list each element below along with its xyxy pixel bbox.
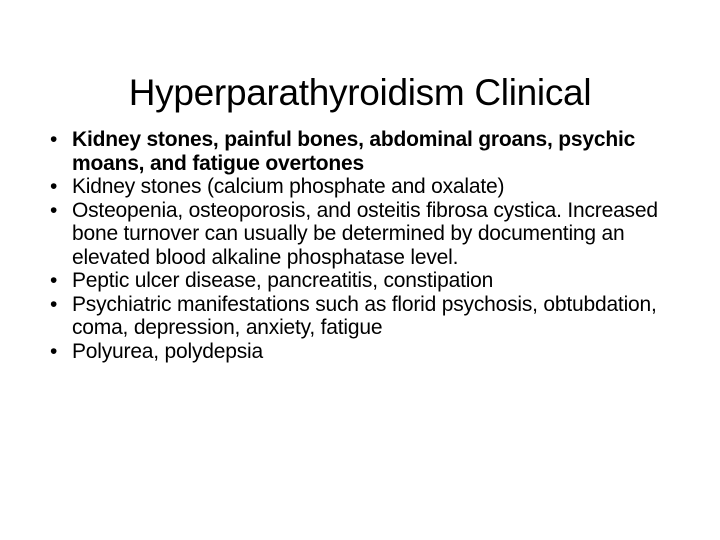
bullet-icon: • (50, 128, 58, 151)
bullet-item (50, 199, 680, 270)
bullet-icon: • (50, 269, 58, 292)
bullet-icon: • (50, 292, 58, 316)
bullet-text: Peptic ulcer disease, pancreatitis, constipation (72, 269, 494, 292)
slide-title: Hyperparathyroidism Clinical (128, 71, 592, 113)
bullet-text: Psychiatric manifestations such as florid psychosis, obtubdation, coma, depression, anxiety, fatigue (72, 292, 657, 339)
bullet-icon: • (50, 198, 58, 222)
bullet-text: Kidney stones, painful bones, abdominal groans, psychic moans, and fatigue overtones (72, 128, 636, 175)
bullet-text: Kidney stones (calcium phosphate and oxalate) (72, 175, 505, 198)
bullet-icon: • (50, 175, 58, 198)
bullet-item (50, 269, 680, 293)
bullet-item (50, 175, 680, 199)
bullet-text: Osteopenia, osteoporosis, and osteitis fibrosa cystica. Increased bone turnover can usually be determined by documenting an elevated blood alkaline phosphatase level. (72, 198, 658, 269)
bullet-item (50, 293, 680, 340)
bullet-icon: • (50, 339, 58, 363)
bullet-text: Polyurea, polydepsia (72, 339, 263, 363)
bullet-item (50, 128, 680, 175)
bullet-item (50, 340, 680, 364)
bullet-list (50, 128, 680, 363)
